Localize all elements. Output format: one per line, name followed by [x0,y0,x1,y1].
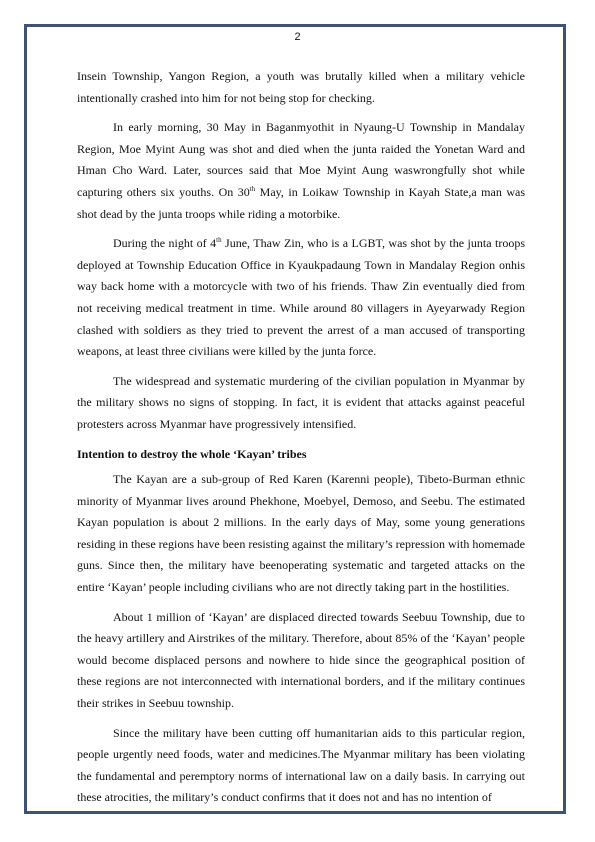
section-heading: Intention to destroy the whole ‘Kayan’ tribes [77,446,307,461]
paragraph-2 [77,117,525,225]
document-body [77,66,525,817]
paragraph-3 [77,233,525,363]
paragraph-2-part-a: In early morning, 30 May in Baganmyothit in Nyaung-U Township in Mandalay Region, Moe Myint Aung was shot and died when the junta raided the Yonetan Ward and Hman Cho Ward. Later, sources said that Moe Myint Aung waswrongfully shot while capturing others six youths. On 30 [77,120,525,199]
paragraph-3-part-a: During the night of 4 [113,236,217,251]
paragraph-4: The widespread and systematic murdering of the civilian population in Myanmar by the military shows no signs of stopping. In fact, it is evident that attacks against peaceful protesters across Myanmar have progressively intensified. [77,373,525,431]
ordinal-suffix: th [216,236,222,245]
paragraph-5: The Kayan are a sub-group of Red Karen (Karenni people), Tibeto-Burman ethnic minority of Myanmar lives around Phekhone, Moebyel, Demoso, and Seebu. The estimated Kayan population is about 2 millions. In the early days of May, some young generations residing in these regions have been resisting against the military’s repression with homemade guns. Since then, the military have beenoperating systematic and targeted attacks on the entire ‘Kayan’ people including civilians who are not directly taking part in the hostilities. [77,472,525,595]
page-number: 2 [294,31,301,43]
paragraph-6: About 1 million of ‘Kayan’ are displaced directed towards Seebuu Township, due to the heavy artillery and Airstrikes of the military. Therefore, about 85% of the ‘Kayan’ people would become displaced persons and nowhere to hide since the geographical position of these regions are not interconnected with international borders, and if the military continues their strikes in Seebuu township. [77,609,525,711]
paragraph-3-part-b: June, Thaw Zin, who is a LGBT, was shot by the junta troops deployed at Township Education Office in Kyaukpadaung Town in Mandalay Region onhis way back home with a motorcycle with two of his friends. Thaw Zin eventually died from not receiving medical treatment in time. While around 80 villagers in Ayeyarwady Region clashed with soldiers as they tried to prevent the arrest of a man accused of transporting weapons, at least three civilians were killed by the junta force. [77,236,525,359]
ordinal-suffix: th [249,184,256,193]
paragraph-2-part-b: May, in Loikaw Township in Kayah State,a man was shot dead by the junta troops while riding a motorbike. [77,184,525,221]
paragraph-7: Since the military have been cutting off humanitarian aids to this particular region, people urgently need foods, water and medicines.The Myanmar military has been violating the fundamental and peremptory norms of international law on a daily basis. In carrying out these atrocities, the military’s conduct confirms that it does not and has no intention of [77,725,525,805]
paragraph-1: Insein Township, Yangon Region, a youth was brutally killed when a military vehicle intentionally crashed into him for not being stop for checking. [77,69,525,105]
